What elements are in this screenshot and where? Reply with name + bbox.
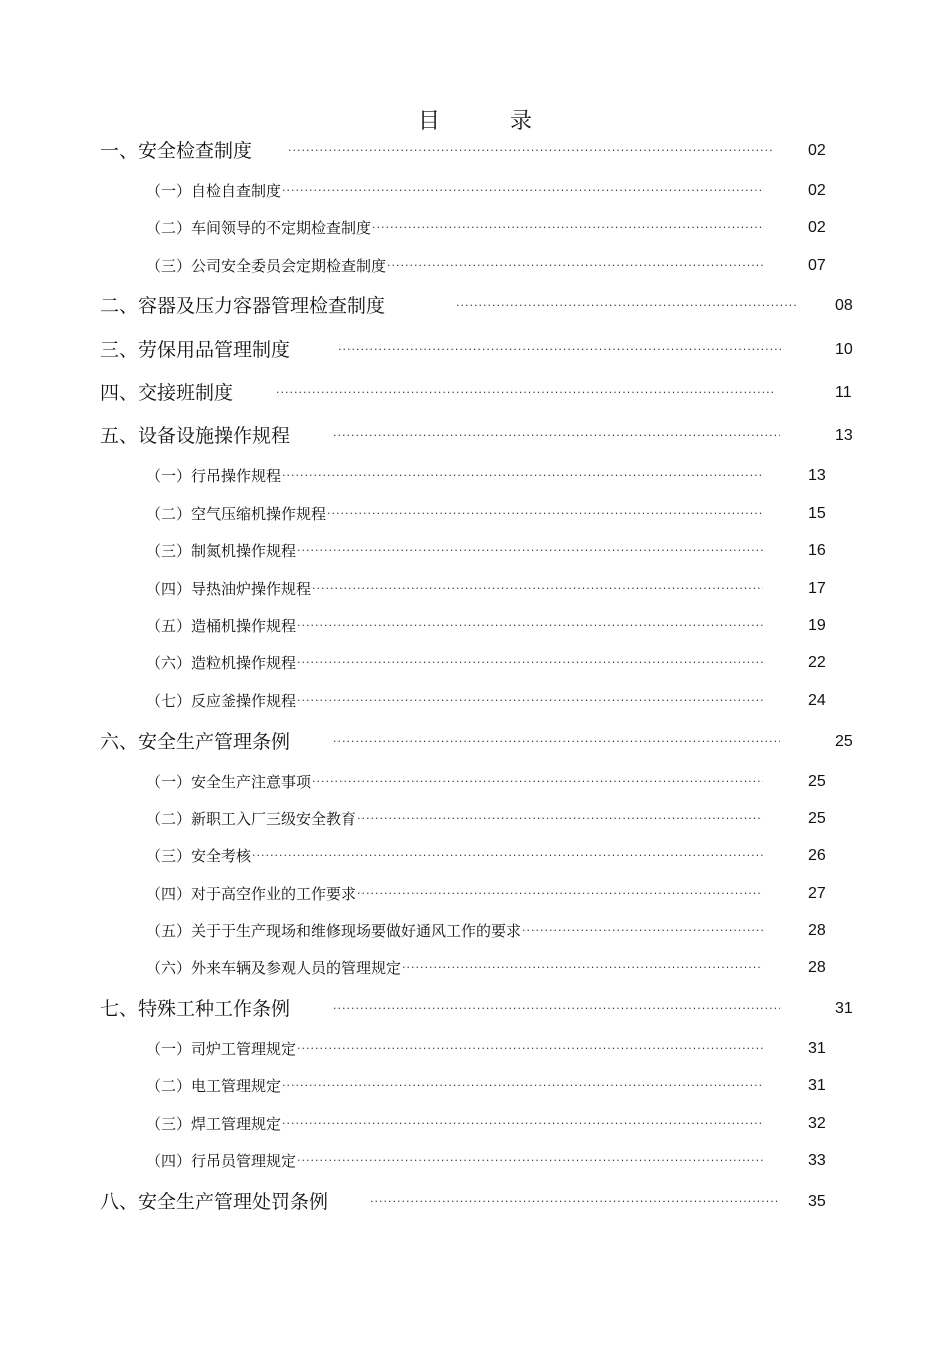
toc-page-number: 22 [808, 654, 826, 671]
toc-leader-dots [333, 727, 780, 757]
toc-leader-dots [282, 461, 763, 491]
toc-leader-dots [282, 1109, 763, 1139]
toc-page-number: 17 [808, 580, 826, 597]
toc-section-row [0, 1146, 950, 1176]
toc-entry-label: 五、设备设施操作规程 [100, 425, 291, 447]
toc-entry-label: （四）行吊员管理规定 [146, 1152, 297, 1170]
toc-chapter-row [0, 1187, 950, 1217]
toc-entry-label: 六、安全生产管理条例 [100, 731, 291, 753]
toc-page-number: 02 [808, 182, 826, 199]
toc-leader-dots [333, 994, 780, 1024]
toc-section-row [0, 953, 950, 983]
toc-page-number: 15 [808, 505, 826, 522]
toc-page-number: 16 [808, 542, 826, 559]
toc-section-row [0, 574, 950, 604]
toc-page-number: 25 [808, 773, 826, 790]
toc-page-number: 07 [808, 257, 826, 274]
toc-section-row [0, 176, 950, 206]
toc-page-number: 24 [808, 692, 826, 709]
toc-section-row [0, 1034, 950, 1064]
toc-page-number: 25 [808, 810, 826, 827]
toc-leader-dots [282, 176, 763, 206]
toc-section-row [0, 1071, 950, 1101]
toc-leader-dots [297, 686, 763, 716]
toc-section-row [0, 1109, 950, 1139]
toc-page-number: 19 [808, 617, 826, 634]
toc-page-number: 28 [808, 959, 826, 976]
toc-chapter-row [0, 335, 950, 365]
toc-leader-dots [357, 879, 763, 909]
toc-section-row [0, 841, 950, 871]
toc-entry-label: （一）自检自查制度 [146, 182, 282, 200]
toc-entry-label: （五）造桶机操作规程 [146, 617, 297, 635]
toc-page-number: 02 [808, 142, 826, 159]
toc-page-number: 02 [808, 219, 826, 236]
toc-chapter-row [0, 291, 950, 321]
toc-leader-dots [338, 335, 784, 365]
toc-entry-label: （三）焊工管理规定 [146, 1115, 282, 1133]
toc-chapter-row [0, 727, 950, 757]
toc-page-number: 26 [808, 847, 826, 864]
toc-section-row [0, 804, 950, 834]
toc-leader-dots [312, 767, 763, 797]
toc-section-row [0, 251, 950, 281]
toc-entry-label: （二）新职工入厂三级安全教育 [146, 810, 357, 828]
toc-entry-label: 八、安全生产管理处罚条例 [100, 1191, 329, 1213]
toc-entry-label: （四）对于高空作业的工作要求 [146, 885, 357, 903]
toc-section-row [0, 879, 950, 909]
toc-entry-label: （一）司炉工管理规定 [146, 1040, 297, 1058]
toc-leader-dots [297, 648, 763, 678]
toc-leader-dots [297, 1146, 763, 1176]
toc-page-number: 08 [835, 297, 853, 314]
toc-page-number: 31 [835, 1000, 853, 1017]
toc-section-row [0, 213, 950, 243]
toc-entry-label: （一）行吊操作规程 [146, 467, 282, 485]
toc-leader-dots [276, 378, 776, 408]
toc-section-row [0, 767, 950, 797]
toc-leader-dots [297, 611, 763, 641]
toc-chapter-row [0, 378, 950, 408]
toc-page-number: 11 [835, 384, 852, 401]
toc-entry-label: （五）关于于生产现场和维修现场要做好通风工作的要求 [146, 922, 522, 940]
toc-section-row [0, 499, 950, 529]
toc-leader-dots [402, 953, 763, 983]
toc-page-number: 35 [808, 1193, 826, 1210]
toc-page-number: 27 [808, 885, 826, 902]
toc-entry-label: （三）安全考核 [146, 847, 252, 865]
toc-chapter-row [0, 136, 950, 166]
toc-entry-label: 四、交接班制度 [100, 382, 234, 404]
toc-leader-dots [387, 251, 763, 281]
toc-leader-dots [522, 916, 763, 946]
toc-entry-label: （四）导热油炉操作规程 [146, 580, 312, 598]
toc-leader-dots [372, 213, 763, 243]
toc-leader-dots [456, 291, 796, 321]
toc-section-row [0, 611, 950, 641]
toc-chapter-row [0, 994, 950, 1024]
toc-page-number: 32 [808, 1115, 826, 1132]
toc-entry-label: 二、容器及压力容器管理检查制度 [100, 295, 386, 317]
toc-title: 目 录 [417, 109, 556, 134]
toc-section-row [0, 916, 950, 946]
toc-page-number: 33 [808, 1152, 826, 1169]
toc-leader-dots [327, 499, 763, 529]
toc-section-row [0, 686, 950, 716]
toc-entry-label: （二）车间领导的不定期检查制度 [146, 219, 372, 237]
toc-entry-label: （七）反应釜操作规程 [146, 692, 297, 710]
toc-page-number: 31 [808, 1040, 826, 1057]
toc-section-row [0, 648, 950, 678]
toc-entry-label: 一、安全检查制度 [100, 140, 253, 162]
toc-page-number: 25 [835, 733, 853, 750]
toc-page-number: 28 [808, 922, 826, 939]
toc-leader-dots [252, 841, 763, 871]
toc-entry-label: （一）安全生产注意事项 [146, 773, 312, 791]
toc-leader-dots [370, 1187, 780, 1217]
toc-entry-label: （六）造粒机操作规程 [146, 654, 297, 672]
toc-page-number: 10 [835, 341, 853, 358]
toc-page-number: 31 [808, 1077, 826, 1094]
toc-entry-label: （三）制氮机操作规程 [146, 542, 297, 560]
toc-leader-dots [288, 136, 772, 166]
toc-entry-label: （二）电工管理规定 [146, 1077, 282, 1095]
toc-leader-dots [357, 804, 763, 834]
toc-leader-dots [312, 574, 763, 604]
toc-page-number: 13 [808, 467, 826, 484]
toc-entry-label: （六）外来车辆及参观人员的管理规定 [146, 959, 402, 977]
toc-section-row [0, 536, 950, 566]
toc-page-number: 13 [835, 427, 853, 444]
toc-leader-dots [297, 536, 763, 566]
toc-entry-label: 三、劳保用品管理制度 [100, 339, 291, 361]
toc-entry-label: （二）空气压缩机操作规程 [146, 505, 327, 523]
toc-entry-label: 七、特殊工种工作条例 [100, 998, 291, 1020]
toc-chapter-row [0, 421, 950, 451]
toc-leader-dots [297, 1034, 763, 1064]
toc-entry-label: （三）公司安全委员会定期检查制度 [146, 257, 387, 275]
toc-leader-dots [333, 421, 780, 451]
toc-leader-dots [282, 1071, 763, 1101]
toc-section-row [0, 461, 950, 491]
